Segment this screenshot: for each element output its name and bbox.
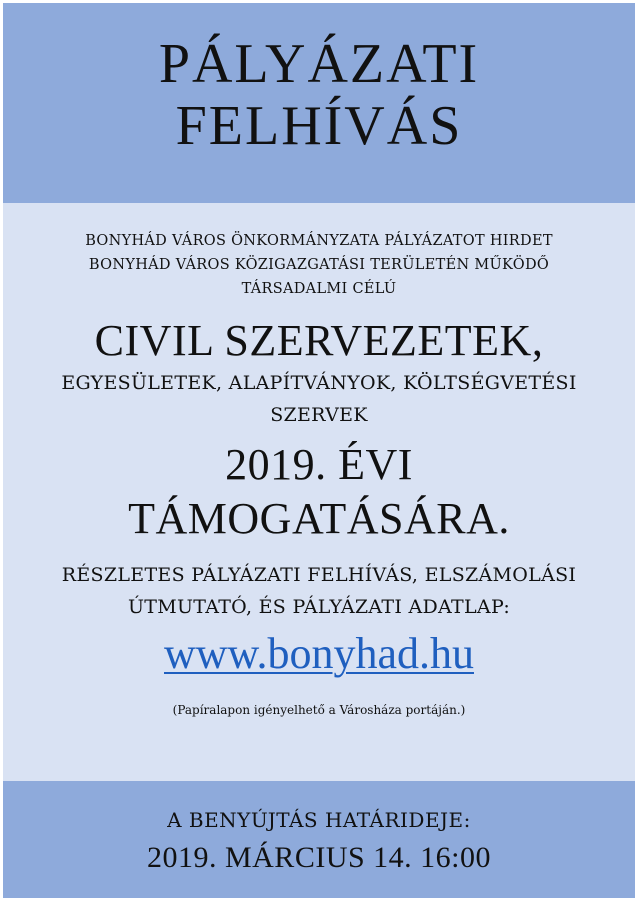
year-line: 2019. ÉVI: [225, 440, 413, 489]
details-line-1: RÉSZLETES PÁLYÁZATI FELHÍVÁS, ELSZÁMOLÁSI: [61, 564, 577, 586]
poster: [3, 3, 635, 898]
deadline-date: 2019. MÁRCIUS 14. 16:00: [146, 841, 492, 874]
intro-line-3: TÁRSADALMI CÉLÚ: [241, 281, 397, 297]
footer-band: [3, 781, 635, 898]
intro-line-2: BONYHÁD VÁROS KÖZIGAZGATÁSI TERÜLETÉN MŰKÖDŐ: [88, 257, 550, 273]
content-band: [3, 203, 635, 781]
intro-line-1: BONYHÁD VÁROS ÖNKORMÁNYZATA PÁLYÁZATOT HIRDET: [85, 233, 553, 249]
subheadline-line-1: EGYESÜLETEK, ALAPÍTVÁNYOK, KÖLTSÉGVETÉSI: [61, 372, 577, 394]
intro-block: [3, 229, 635, 301]
details-line-2: ÚTMUTATÓ, ÉS PÁLYÁZATI ADATLAP:: [127, 596, 511, 618]
subheadline-line-2: SZERVEK: [270, 404, 368, 426]
website-link[interactable]: www.bonyhad.hu: [164, 629, 474, 678]
title-line-2: FELHÍVÁS: [175, 95, 463, 157]
paper-note: (Papíralapon igényelhető a Városháza portáján.): [172, 703, 466, 717]
title-line-1: PÁLYÁZATI: [158, 33, 480, 95]
header-band: [3, 3, 635, 203]
deadline-label: A BENYÚJTÁS HATÁRIDEJE:: [167, 808, 471, 832]
headline-civil: CIVIL SZERVEZETEK,: [94, 316, 544, 365]
details-block: [3, 559, 635, 623]
support-line: TÁMOGATÁSÁRA.: [128, 494, 510, 543]
